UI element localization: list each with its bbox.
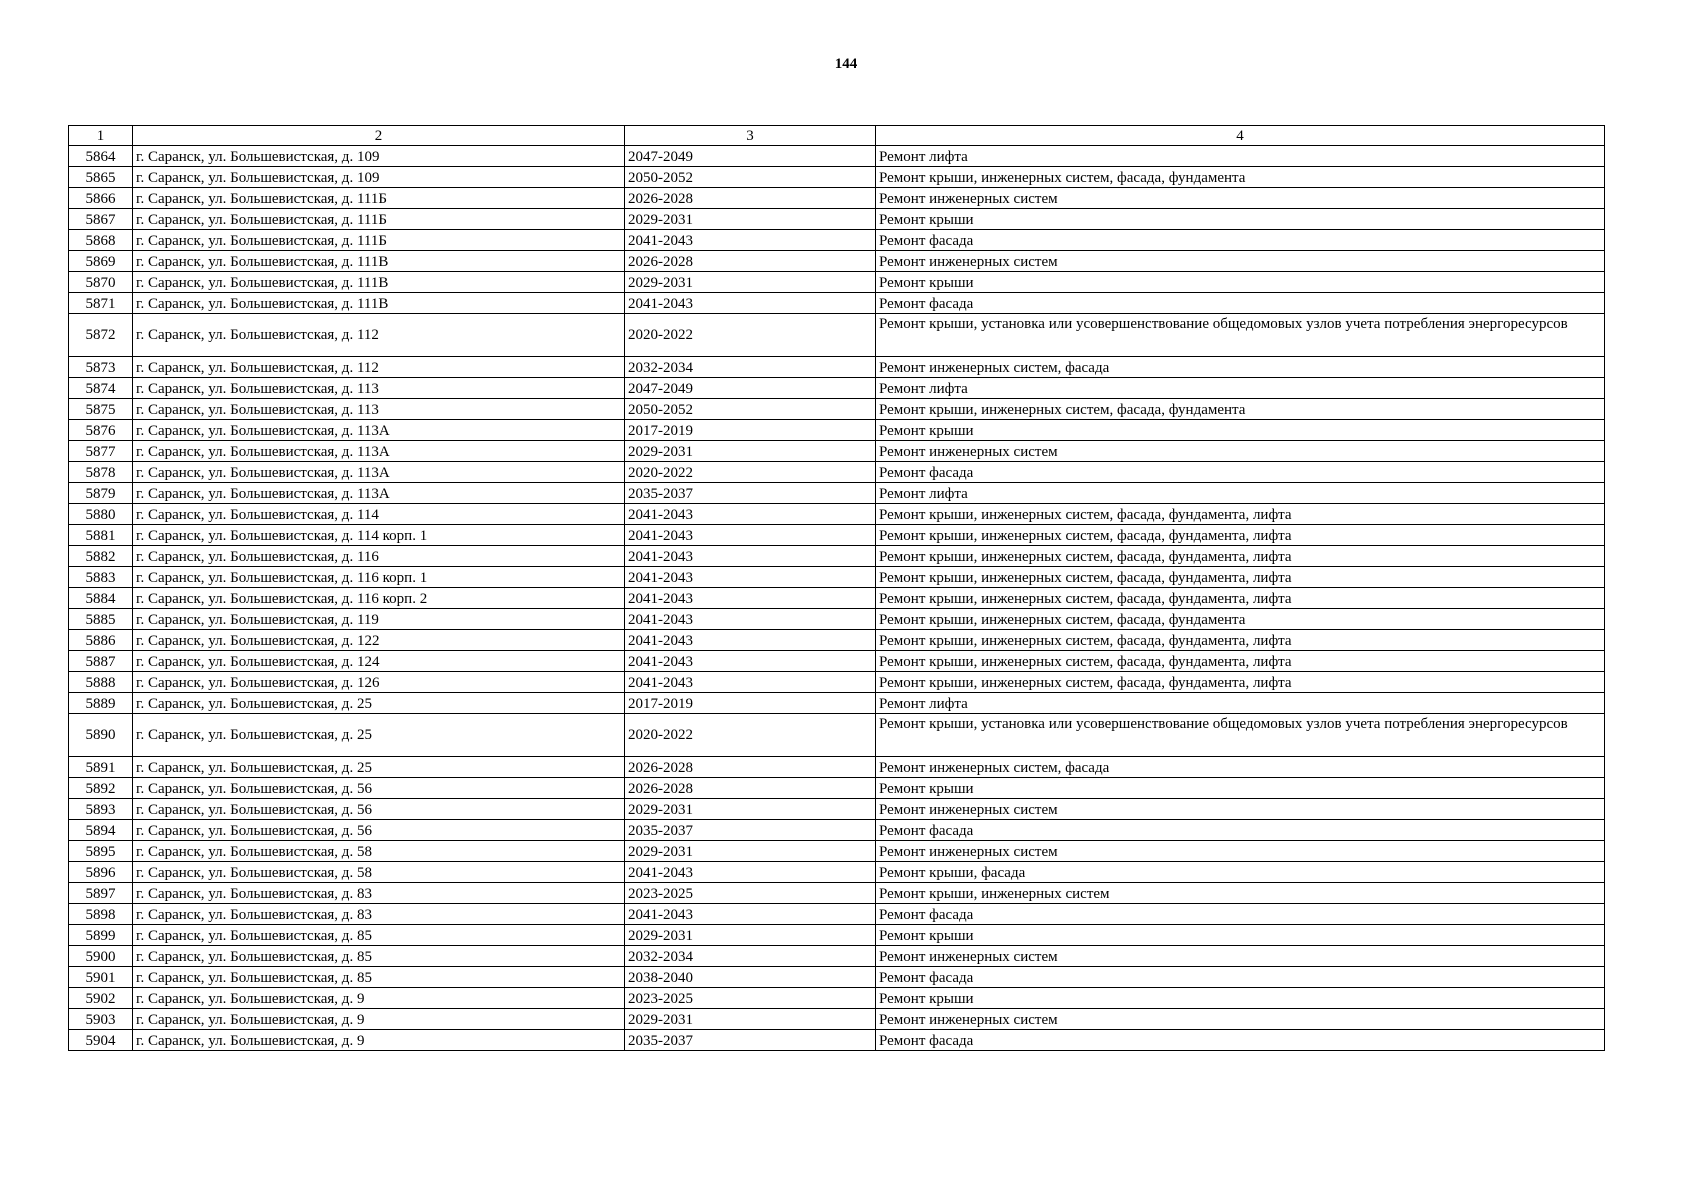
row-number: 5870 bbox=[69, 272, 133, 293]
table-row bbox=[69, 988, 1605, 1009]
row-number: 5881 bbox=[69, 525, 133, 546]
address-cell: г. Саранск, ул. Большевистская, д. 124 bbox=[133, 651, 625, 672]
period-cell: 2041-2043 bbox=[625, 862, 876, 883]
period-cell: 2029-2031 bbox=[625, 1009, 876, 1030]
address-cell: г. Саранск, ул. Большевистская, д. 113А bbox=[133, 441, 625, 462]
period-cell: 2047-2049 bbox=[625, 378, 876, 399]
address-cell: г. Саранск, ул. Большевистская, д. 83 bbox=[133, 904, 625, 925]
address-cell: г. Саранск, ул. Большевистская, д. 116 корп. 1 bbox=[133, 567, 625, 588]
table-row bbox=[69, 378, 1605, 399]
table-row bbox=[69, 314, 1605, 357]
row-number: 5904 bbox=[69, 1030, 133, 1051]
table-row bbox=[69, 420, 1605, 441]
page-number: 144 bbox=[834, 56, 858, 72]
period-cell: 2041-2043 bbox=[625, 567, 876, 588]
period-cell: 2041-2043 bbox=[625, 609, 876, 630]
period-cell: 2026-2028 bbox=[625, 251, 876, 272]
address-cell: г. Саранск, ул. Большевистская, д. 56 bbox=[133, 778, 625, 799]
table-row bbox=[69, 209, 1605, 230]
address-cell: г. Саранск, ул. Большевистская, д. 111Б bbox=[133, 188, 625, 209]
work-type-cell: Ремонт крыши, инженерных систем, фасада, фундамента, лифта bbox=[876, 672, 1605, 693]
work-type-cell: Ремонт лифта bbox=[876, 146, 1605, 167]
address-cell: г. Саранск, ул. Большевистская, д. 112 bbox=[133, 314, 625, 357]
work-type-cell: Ремонт крыши, инженерных систем, фасада, фундамента, лифта bbox=[876, 525, 1605, 546]
row-number: 5896 bbox=[69, 862, 133, 883]
table-row bbox=[69, 820, 1605, 841]
address-cell: г. Саранск, ул. Большевистская, д. 83 bbox=[133, 883, 625, 904]
period-cell: 2023-2025 bbox=[625, 883, 876, 904]
table-row bbox=[69, 946, 1605, 967]
address-cell: г. Саранск, ул. Большевистская, д. 25 bbox=[133, 757, 625, 778]
period-cell: 2041-2043 bbox=[625, 504, 876, 525]
table-row bbox=[69, 230, 1605, 251]
table-row bbox=[69, 399, 1605, 420]
work-type-cell: Ремонт крыши bbox=[876, 272, 1605, 293]
address-cell: г. Саранск, ул. Большевистская, д. 113 bbox=[133, 399, 625, 420]
work-type-cell: Ремонт крыши bbox=[876, 209, 1605, 230]
row-number: 5891 bbox=[69, 757, 133, 778]
row-number: 5901 bbox=[69, 967, 133, 988]
address-cell: г. Саранск, ул. Большевистская, д. 56 bbox=[133, 799, 625, 820]
work-type-cell: Ремонт фасада bbox=[876, 904, 1605, 925]
table-row bbox=[69, 293, 1605, 314]
period-cell: 2017-2019 bbox=[625, 693, 876, 714]
address-cell: г. Саранск, ул. Большевистская, д. 56 bbox=[133, 820, 625, 841]
work-type-cell: Ремонт инженерных систем bbox=[876, 841, 1605, 862]
table-row bbox=[69, 778, 1605, 799]
period-cell: 2041-2043 bbox=[625, 525, 876, 546]
work-type-cell: Ремонт крыши, инженерных систем, фасада, фундамента, лифта bbox=[876, 588, 1605, 609]
table-row bbox=[69, 167, 1605, 188]
row-number: 5866 bbox=[69, 188, 133, 209]
period-cell: 2041-2043 bbox=[625, 293, 876, 314]
period-cell: 2032-2034 bbox=[625, 946, 876, 967]
work-type-cell: Ремонт фасада bbox=[876, 293, 1605, 314]
work-type-cell: Ремонт инженерных систем bbox=[876, 1009, 1605, 1030]
table-row bbox=[69, 904, 1605, 925]
period-cell: 2047-2049 bbox=[625, 146, 876, 167]
period-cell: 2026-2028 bbox=[625, 778, 876, 799]
row-number: 5895 bbox=[69, 841, 133, 862]
work-type-cell: Ремонт инженерных систем bbox=[876, 441, 1605, 462]
address-cell: г. Саранск, ул. Большевистская, д. 126 bbox=[133, 672, 625, 693]
row-number: 5874 bbox=[69, 378, 133, 399]
row-number: 5903 bbox=[69, 1009, 133, 1030]
address-cell: г. Саранск, ул. Большевистская, д. 25 bbox=[133, 693, 625, 714]
table-row bbox=[69, 630, 1605, 651]
period-cell: 2026-2028 bbox=[625, 757, 876, 778]
address-cell: г. Саранск, ул. Большевистская, д. 111В bbox=[133, 251, 625, 272]
period-cell: 2032-2034 bbox=[625, 357, 876, 378]
row-number: 5871 bbox=[69, 293, 133, 314]
period-cell: 2041-2043 bbox=[625, 588, 876, 609]
address-cell: г. Саранск, ул. Большевистская, д. 111Б bbox=[133, 230, 625, 251]
work-type-cell: Ремонт крыши, фасада bbox=[876, 862, 1605, 883]
work-type-cell: Ремонт лифта bbox=[876, 693, 1605, 714]
work-type-cell: Ремонт крыши, инженерных систем, фасада, фундамента bbox=[876, 399, 1605, 420]
address-cell: г. Саранск, ул. Большевистская, д. 109 bbox=[133, 146, 625, 167]
table-row bbox=[69, 546, 1605, 567]
row-number: 5877 bbox=[69, 441, 133, 462]
period-cell: 2023-2025 bbox=[625, 988, 876, 1009]
row-number: 5898 bbox=[69, 904, 133, 925]
row-number: 5884 bbox=[69, 588, 133, 609]
period-cell: 2017-2019 bbox=[625, 420, 876, 441]
work-type-cell: Ремонт крыши bbox=[876, 988, 1605, 1009]
address-cell: г. Саранск, ул. Большевистская, д. 85 bbox=[133, 946, 625, 967]
period-cell: 2050-2052 bbox=[625, 399, 876, 420]
row-number: 5879 bbox=[69, 483, 133, 504]
work-type-cell: Ремонт крыши bbox=[876, 420, 1605, 441]
table-row bbox=[69, 841, 1605, 862]
table-row bbox=[69, 188, 1605, 209]
row-number: 5885 bbox=[69, 609, 133, 630]
address-cell: г. Саранск, ул. Большевистская, д. 113А bbox=[133, 462, 625, 483]
period-cell: 2041-2043 bbox=[625, 651, 876, 672]
address-cell: г. Саранск, ул. Большевистская, д. 58 bbox=[133, 862, 625, 883]
row-number: 5872 bbox=[69, 314, 133, 357]
work-type-cell: Ремонт лифта bbox=[876, 483, 1605, 504]
period-cell: 2026-2028 bbox=[625, 188, 876, 209]
table-row bbox=[69, 588, 1605, 609]
table-row bbox=[69, 862, 1605, 883]
work-type-cell: Ремонт крыши, инженерных систем, фасада, фундамента, лифта bbox=[876, 546, 1605, 567]
period-cell: 2029-2031 bbox=[625, 841, 876, 862]
table-row bbox=[69, 567, 1605, 588]
work-type-cell: Ремонт лифта bbox=[876, 378, 1605, 399]
address-cell: г. Саранск, ул. Большевистская, д. 9 bbox=[133, 1030, 625, 1051]
address-cell: г. Саранск, ул. Большевистская, д. 114 bbox=[133, 504, 625, 525]
table-row bbox=[69, 693, 1605, 714]
row-number: 5893 bbox=[69, 799, 133, 820]
row-number: 5900 bbox=[69, 946, 133, 967]
period-cell: 2041-2043 bbox=[625, 546, 876, 567]
table-row bbox=[69, 1009, 1605, 1030]
row-number: 5894 bbox=[69, 820, 133, 841]
work-type-cell: Ремонт инженерных систем bbox=[876, 799, 1605, 820]
table-row bbox=[69, 251, 1605, 272]
address-cell: г. Саранск, ул. Большевистская, д. 9 bbox=[133, 1009, 625, 1030]
work-type-cell: Ремонт фасада bbox=[876, 462, 1605, 483]
work-type-cell: Ремонт крыши, инженерных систем, фасада, фундамента bbox=[876, 609, 1605, 630]
address-cell: г. Саранск, ул. Большевистская, д. 116 корп. 2 bbox=[133, 588, 625, 609]
address-cell: г. Саранск, ул. Большевистская, д. 111В bbox=[133, 272, 625, 293]
work-type-cell: Ремонт инженерных систем, фасада bbox=[876, 757, 1605, 778]
work-type-cell: Ремонт крыши, инженерных систем, фасада, фундамента, лифта bbox=[876, 651, 1605, 672]
row-number: 5876 bbox=[69, 420, 133, 441]
table-row bbox=[69, 272, 1605, 293]
row-number: 5890 bbox=[69, 714, 133, 757]
work-type-cell: Ремонт инженерных систем bbox=[876, 946, 1605, 967]
work-type-cell: Ремонт фасада bbox=[876, 230, 1605, 251]
address-cell: г. Саранск, ул. Большевистская, д. 122 bbox=[133, 630, 625, 651]
table-row bbox=[69, 967, 1605, 988]
work-type-cell: Ремонт инженерных систем bbox=[876, 251, 1605, 272]
row-number: 5864 bbox=[69, 146, 133, 167]
address-cell: г. Саранск, ул. Большевистская, д. 113 bbox=[133, 378, 625, 399]
row-number: 5868 bbox=[69, 230, 133, 251]
table-row bbox=[69, 651, 1605, 672]
repair-schedule-table bbox=[68, 125, 1605, 1051]
table-row bbox=[69, 609, 1605, 630]
work-type-cell: Ремонт фасада bbox=[876, 967, 1605, 988]
table-header-row bbox=[69, 126, 1605, 146]
row-number: 5880 bbox=[69, 504, 133, 525]
address-cell: г. Саранск, ул. Большевистская, д. 111В bbox=[133, 293, 625, 314]
table-row bbox=[69, 525, 1605, 546]
table-row bbox=[69, 799, 1605, 820]
table-row bbox=[69, 441, 1605, 462]
column-header: 2 bbox=[133, 126, 625, 146]
period-cell: 2029-2031 bbox=[625, 272, 876, 293]
address-cell: г. Саранск, ул. Большевистская, д. 85 bbox=[133, 925, 625, 946]
work-type-cell: Ремонт фасада bbox=[876, 1030, 1605, 1051]
table-row bbox=[69, 883, 1605, 904]
table-body bbox=[69, 146, 1605, 1051]
period-cell: 2041-2043 bbox=[625, 904, 876, 925]
work-type-cell: Ремонт крыши, инженерных систем, фасада, фундамента, лифта bbox=[876, 567, 1605, 588]
address-cell: г. Саранск, ул. Большевистская, д. 113А bbox=[133, 420, 625, 441]
column-header: 4 bbox=[876, 126, 1605, 146]
period-cell: 2038-2040 bbox=[625, 967, 876, 988]
row-number: 5892 bbox=[69, 778, 133, 799]
period-cell: 2035-2037 bbox=[625, 1030, 876, 1051]
period-cell: 2029-2031 bbox=[625, 209, 876, 230]
period-cell: 2029-2031 bbox=[625, 441, 876, 462]
column-header: 1 bbox=[69, 126, 133, 146]
work-type-cell: Ремонт крыши, установка или усовершенствование общедомовых узлов учета потребления энергоресурсов bbox=[876, 314, 1605, 357]
row-number: 5886 bbox=[69, 630, 133, 651]
period-cell: 2020-2022 bbox=[625, 314, 876, 357]
work-type-cell: Ремонт инженерных систем, фасада bbox=[876, 357, 1605, 378]
work-type-cell: Ремонт крыши, инженерных систем, фасада, фундамента, лифта bbox=[876, 630, 1605, 651]
period-cell: 2050-2052 bbox=[625, 167, 876, 188]
work-type-cell: Ремонт крыши bbox=[876, 778, 1605, 799]
table-row bbox=[69, 672, 1605, 693]
work-type-cell: Ремонт крыши, установка или усовершенствование общедомовых узлов учета потребления энергоресурсов bbox=[876, 714, 1605, 757]
address-cell: г. Саранск, ул. Большевистская, д. 58 bbox=[133, 841, 625, 862]
table-row bbox=[69, 357, 1605, 378]
address-cell: г. Саранск, ул. Большевистская, д. 112 bbox=[133, 357, 625, 378]
work-type-cell: Ремонт крыши, инженерных систем, фасада, фундамента bbox=[876, 167, 1605, 188]
row-number: 5869 bbox=[69, 251, 133, 272]
table-row bbox=[69, 504, 1605, 525]
period-cell: 2041-2043 bbox=[625, 630, 876, 651]
work-type-cell: Ремонт инженерных систем bbox=[876, 188, 1605, 209]
period-cell: 2041-2043 bbox=[625, 672, 876, 693]
address-cell: г. Саранск, ул. Большевистская, д. 25 bbox=[133, 714, 625, 757]
row-number: 5887 bbox=[69, 651, 133, 672]
table-row bbox=[69, 483, 1605, 504]
row-number: 5882 bbox=[69, 546, 133, 567]
address-cell: г. Саранск, ул. Большевистская, д. 114 корп. 1 bbox=[133, 525, 625, 546]
work-type-cell: Ремонт крыши bbox=[876, 925, 1605, 946]
row-number: 5883 bbox=[69, 567, 133, 588]
row-number: 5878 bbox=[69, 462, 133, 483]
address-cell: г. Саранск, ул. Большевистская, д. 116 bbox=[133, 546, 625, 567]
period-cell: 2020-2022 bbox=[625, 462, 876, 483]
table-row bbox=[69, 925, 1605, 946]
address-cell: г. Саранск, ул. Большевистская, д. 119 bbox=[133, 609, 625, 630]
row-number: 5865 bbox=[69, 167, 133, 188]
work-type-cell: Ремонт фасада bbox=[876, 820, 1605, 841]
period-cell: 2035-2037 bbox=[625, 483, 876, 504]
column-header: 3 bbox=[625, 126, 876, 146]
row-number: 5902 bbox=[69, 988, 133, 1009]
period-cell: 2041-2043 bbox=[625, 230, 876, 251]
row-number: 5889 bbox=[69, 693, 133, 714]
table-row bbox=[69, 1030, 1605, 1051]
row-number: 5897 bbox=[69, 883, 133, 904]
period-cell: 2035-2037 bbox=[625, 820, 876, 841]
work-type-cell: Ремонт крыши, инженерных систем, фасада, фундамента, лифта bbox=[876, 504, 1605, 525]
period-cell: 2029-2031 bbox=[625, 925, 876, 946]
row-number: 5888 bbox=[69, 672, 133, 693]
address-cell: г. Саранск, ул. Большевистская, д. 113А bbox=[133, 483, 625, 504]
period-cell: 2020-2022 bbox=[625, 714, 876, 757]
table-row bbox=[69, 714, 1605, 757]
address-cell: г. Саранск, ул. Большевистская, д. 9 bbox=[133, 988, 625, 1009]
address-cell: г. Саранск, ул. Большевистская, д. 111Б bbox=[133, 209, 625, 230]
period-cell: 2029-2031 bbox=[625, 799, 876, 820]
table-row bbox=[69, 146, 1605, 167]
row-number: 5899 bbox=[69, 925, 133, 946]
table-row bbox=[69, 757, 1605, 778]
row-number: 5867 bbox=[69, 209, 133, 230]
row-number: 5873 bbox=[69, 357, 133, 378]
address-cell: г. Саранск, ул. Большевистская, д. 85 bbox=[133, 967, 625, 988]
row-number: 5875 bbox=[69, 399, 133, 420]
work-type-cell: Ремонт крыши, инженерных систем bbox=[876, 883, 1605, 904]
table-row bbox=[69, 462, 1605, 483]
address-cell: г. Саранск, ул. Большевистская, д. 109 bbox=[133, 167, 625, 188]
